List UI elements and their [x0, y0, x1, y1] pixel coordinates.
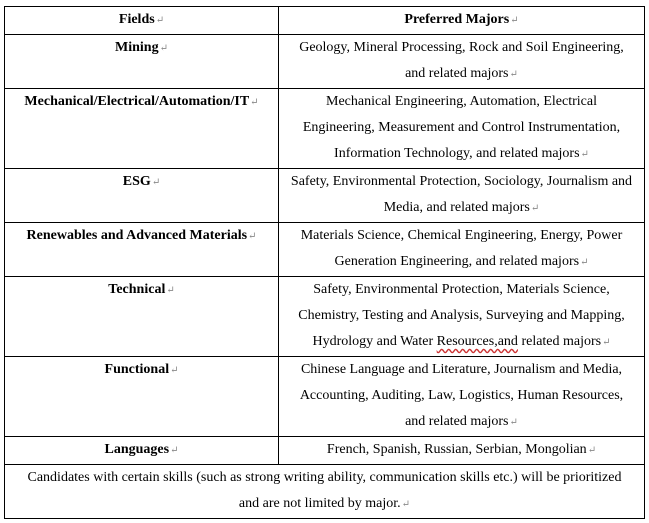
majors-cell: Safety, Environmental Protection, Materials Science, Chemistry, Testing and Analysis, Surveying and Mapping, Hydrology and Water Resources,and related majors↵ — [279, 277, 645, 357]
table-row — [5, 223, 645, 277]
footer-note: Candidates with certain skills (such as strong writing ability, communication skills etc.) will be prioritized and are not limited by major.↵ — [5, 465, 645, 519]
table-row — [5, 277, 645, 357]
majors-cell: Chinese Language and Literature, Journalism and Media, Accounting, Auditing, Law, Logistics, Human Resources, and related majors↵ — [279, 357, 645, 437]
header-preferred-majors: Preferred Majors↵ — [279, 7, 645, 35]
field-cell: Technical↵ — [5, 277, 279, 357]
table-row — [5, 357, 645, 437]
field-cell: Functional↵ — [5, 357, 279, 437]
field-cell: Mining↵ — [5, 35, 279, 89]
header-fields: Fields↵ — [5, 7, 279, 35]
footer-row — [5, 465, 645, 519]
majors-cell: Mechanical Engineering, Automation, Electrical Engineering, Measurement and Control Instrumentation, Information Technology, and related majors↵ — [279, 89, 645, 169]
majors-cell: French, Spanish, Russian, Serbian, Mongolian↵ — [279, 437, 645, 465]
header-row — [5, 7, 645, 35]
field-cell: Mechanical/Electrical/Automation/IT↵ — [5, 89, 279, 169]
table-row — [5, 35, 645, 89]
field-cell: Renewables and Advanced Materials↵ — [5, 223, 279, 277]
table-row — [5, 437, 645, 465]
table-row — [5, 89, 645, 169]
field-cell: ESG↵ — [5, 169, 279, 223]
majors-cell: Materials Science, Chemical Engineering, Energy, Power Generation Engineering, and related majors↵ — [279, 223, 645, 277]
majors-cell: Safety, Environmental Protection, Sociology, Journalism and Media, and related majors↵ — [279, 169, 645, 223]
field-cell: Languages↵ — [5, 437, 279, 465]
spellcheck-underline: Resources,and — [436, 334, 518, 349]
preferred-majors-table — [4, 6, 645, 519]
table-row — [5, 169, 645, 223]
majors-cell: Geology, Mineral Processing, Rock and Soil Engineering, and related majors↵ — [279, 35, 645, 89]
